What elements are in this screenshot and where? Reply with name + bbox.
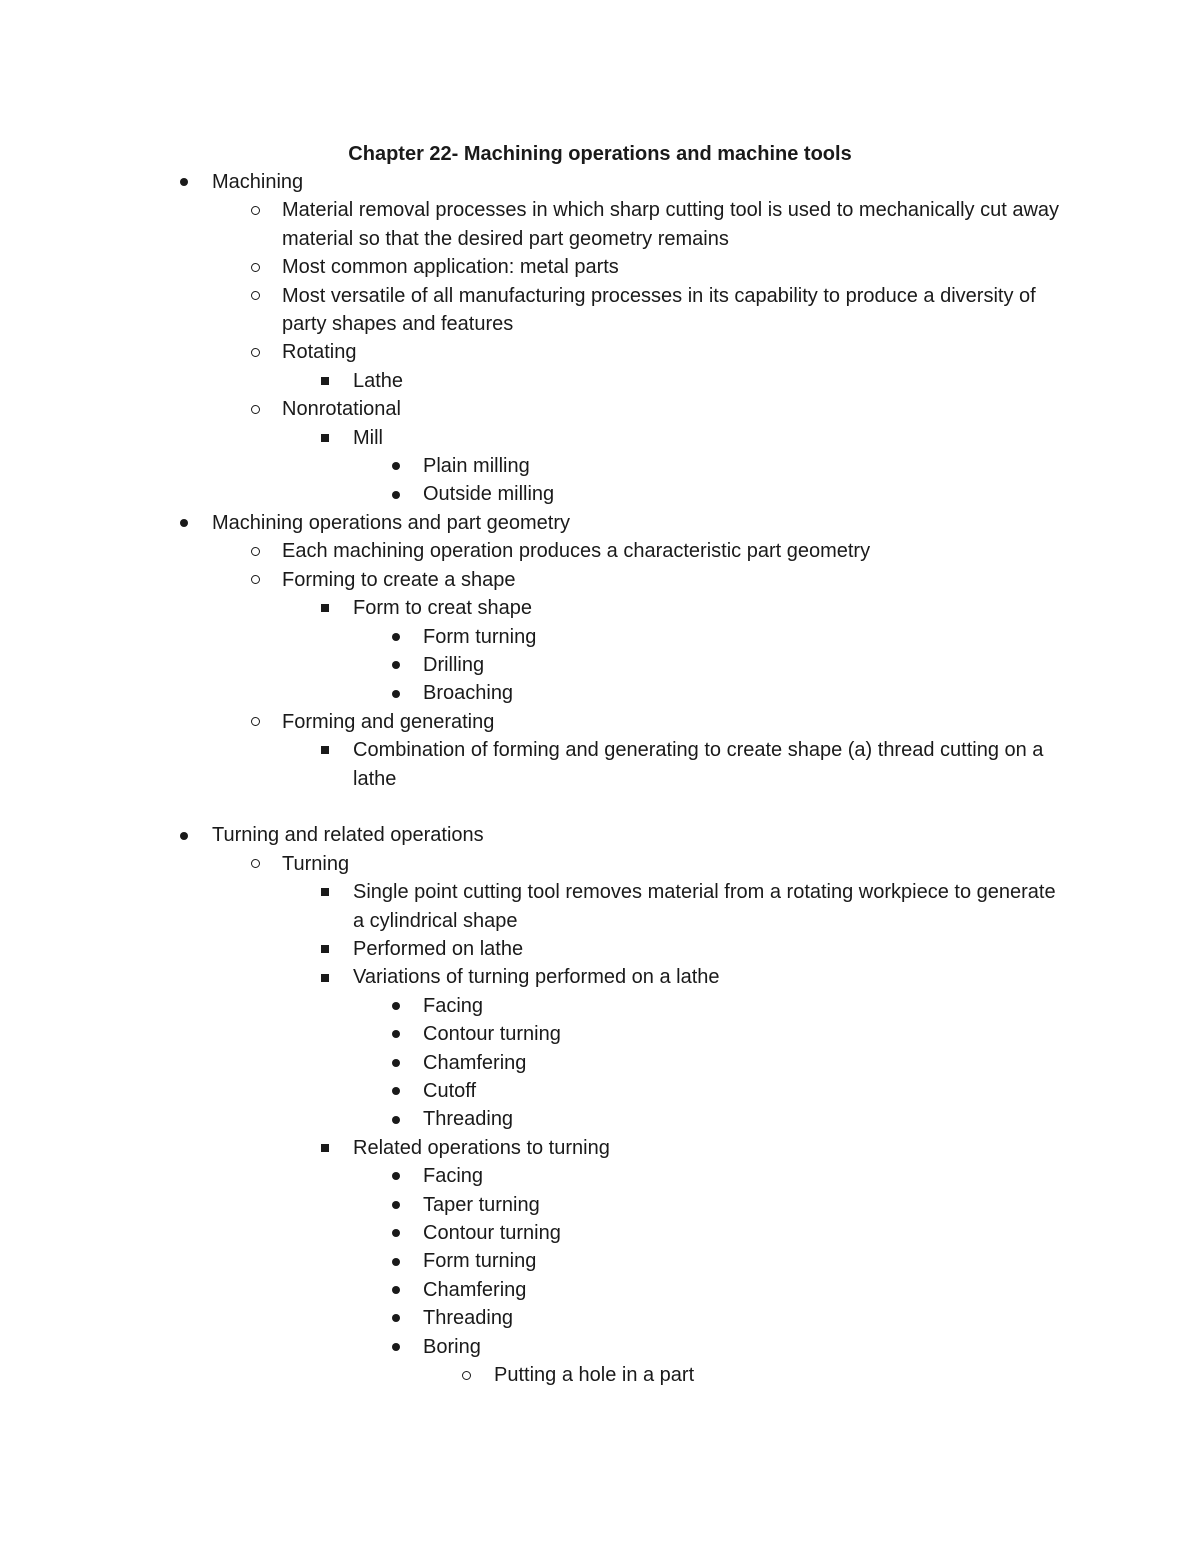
circle-bullet-shape [251,859,260,868]
list-item-text: Chamfering [423,1278,527,1301]
list-item [0,1219,1200,1247]
list-item [0,651,1200,679]
list-item [0,1134,1200,1162]
list-item [0,282,1200,339]
list-item [0,537,1200,565]
disc-bullet-shape [392,1172,400,1180]
list-item-text: Putting a hole in a part [494,1364,695,1387]
list-item-text: Cutoff [423,1079,476,1102]
list-item-text: Most versatile of all manufacturing processes in its capability to produce a diversity of party shapes and features [282,284,1036,336]
list-item-text: Form to creat shape [353,597,532,620]
disc-bullet-icon [390,1162,402,1190]
circle-bullet-shape [462,1371,471,1380]
circle-bullet-icon [460,1361,472,1389]
square-bullet-shape [321,974,329,982]
list-item-text: Taper turning [423,1193,540,1216]
disc-bullet-icon [178,509,190,537]
disc-bullet-shape [392,661,400,669]
list-item [0,1049,1200,1077]
list-item [0,1361,1200,1389]
list-item-text: Most common application: metal parts [282,256,619,279]
list-item-text: Facing [423,994,484,1017]
disc-bullet-icon [178,821,190,849]
list-item [0,679,1200,707]
list-item-text: Contour turning [423,1023,561,1046]
circle-bullet-icon [249,338,261,366]
circle-bullet-icon [249,395,261,423]
page-title: Chapter 22- Machining operations and machine tools [348,143,852,165]
list-item [0,338,1200,366]
list-item-text: Plain milling [423,455,530,478]
bullet-outline [0,168,1200,1389]
list-item-text: Single point cutting tool removes material from a rotating workpiece to generate a cylindrical shape [353,881,1056,932]
list-item-text: Boring [423,1335,481,1358]
list-item [0,395,1200,423]
disc-bullet-shape [392,633,400,641]
list-item [0,935,1200,963]
circle-bullet-shape [251,206,260,215]
list-item [0,1333,1200,1361]
list-item [0,424,1200,452]
square-bullet-icon [319,878,331,906]
list-item-text: Machining operations and part geometry [212,511,570,534]
list-item [0,878,1200,935]
square-bullet-icon [319,963,331,991]
circle-bullet-icon [249,537,261,565]
list-item [0,480,1200,508]
list-item-text: Forming and generating [282,710,495,733]
list-item [0,1077,1200,1105]
list-item-text: Chamfering [423,1051,527,1074]
disc-bullet-icon [390,992,402,1020]
list-item-text: Form turning [423,1250,537,1273]
circle-bullet-shape [251,263,260,272]
list-item-text: Variations of turning performed on a lathe [353,966,720,989]
list-item [0,253,1200,281]
disc-bullet-icon [390,1020,402,1048]
disc-bullet-shape [392,1030,400,1038]
disc-bullet-icon [390,651,402,679]
disc-bullet-icon [390,1276,402,1304]
square-bullet-shape [321,945,329,953]
list-item-text: Broaching [423,682,514,705]
disc-bullet-shape [392,1314,400,1322]
square-bullet-shape [321,434,329,442]
disc-bullet-shape [392,690,400,698]
disc-bullet-shape [392,491,400,499]
disc-bullet-shape [392,1059,400,1067]
list-item [0,509,1200,537]
disc-bullet-shape [392,1229,400,1237]
disc-bullet-shape [180,519,188,527]
disc-bullet-shape [392,1258,400,1266]
disc-bullet-icon [390,1077,402,1105]
disc-bullet-icon [390,452,402,480]
circle-bullet-shape [251,291,260,300]
disc-bullet-shape [392,1343,400,1351]
square-bullet-icon [319,1134,331,1162]
disc-bullet-icon [390,623,402,651]
circle-bullet-icon [249,850,261,878]
list-item [0,963,1200,991]
circle-bullet-shape [251,575,260,584]
list-item [0,736,1200,793]
square-bullet-shape [321,604,329,612]
list-item [0,1105,1200,1133]
list-item [0,196,1200,253]
list-item-text: Machining [212,171,304,193]
circle-bullet-shape [251,547,260,556]
square-bullet-shape [321,888,329,896]
square-bullet-icon [319,935,331,963]
list-item-text: Each machining operation produces a characteristic part geometry [282,540,871,563]
square-bullet-shape [321,746,329,754]
list-item-text: Threading [423,1307,514,1330]
square-bullet-icon [319,736,331,764]
list-item-text: Outside milling [423,483,555,506]
disc-bullet-icon [390,1333,402,1361]
circle-bullet-shape [251,405,260,414]
square-bullet-icon [319,594,331,622]
disc-bullet-shape [392,1002,400,1010]
disc-bullet-icon [390,679,402,707]
disc-bullet-icon [390,480,402,508]
list-item [0,566,1200,594]
list-item [0,1247,1200,1275]
list-item-text: Related operations to turning [353,1136,610,1159]
list-item [0,708,1200,736]
list-item [0,594,1200,622]
square-bullet-shape [321,377,329,385]
list-item [0,1304,1200,1332]
disc-bullet-shape [392,1116,400,1124]
disc-bullet-icon [390,1105,402,1133]
list-item [0,623,1200,651]
list-item [0,452,1200,480]
list-item [0,367,1200,395]
list-item-text: Turning [282,852,350,875]
disc-bullet-icon [390,1247,402,1275]
disc-bullet-shape [392,1286,400,1294]
list-item-text: Rotating [282,341,357,364]
circle-bullet-shape [251,717,260,726]
square-bullet-icon [319,367,331,395]
disc-bullet-shape [392,1087,400,1095]
list-item [0,850,1200,878]
square-bullet-icon [319,424,331,452]
disc-bullet-icon [178,168,190,196]
disc-bullet-icon [390,1304,402,1332]
disc-bullet-shape [180,178,188,186]
list-item-text: Drilling [423,653,485,676]
list-item [0,1020,1200,1048]
list-item-text: Facing [423,1165,484,1188]
disc-bullet-shape [180,832,188,840]
square-bullet-shape [321,1144,329,1152]
list-item-text: Contour turning [423,1222,561,1245]
list-item-text: Lathe [353,369,404,392]
circle-bullet-icon [249,253,261,281]
list-item [0,168,1200,196]
circle-bullet-icon [249,282,261,310]
disc-bullet-shape [392,1201,400,1209]
circle-bullet-shape [251,348,260,357]
circle-bullet-icon [249,708,261,736]
disc-bullet-shape [392,462,400,470]
circle-bullet-icon [249,566,261,594]
circle-bullet-icon [249,196,261,224]
list-item-text: Forming to create a shape [282,568,516,591]
list-item [0,1191,1200,1219]
list-item-text: Threading [423,1108,514,1131]
disc-bullet-icon [390,1219,402,1247]
list-item [0,1162,1200,1190]
list-item-text: Nonrotational [282,398,401,421]
list-item-text: Material removal processes in which sharp cutting tool is used to mechanically cut away material so that the desired part geometry remains [282,199,1060,250]
list-item-text: Turning and related operations [212,824,484,847]
list-item-text: Mill [353,426,383,449]
list-item-text: Form turning [423,625,537,648]
list-item [0,821,1200,849]
disc-bullet-icon [390,1191,402,1219]
disc-bullet-icon [390,1049,402,1077]
list-item [0,992,1200,1020]
list-item-text: Combination of forming and generating to create shape (a) thread cutting on a lathe [353,739,1044,790]
list-item-text: Performed on lathe [353,937,524,960]
list-item [0,1276,1200,1304]
